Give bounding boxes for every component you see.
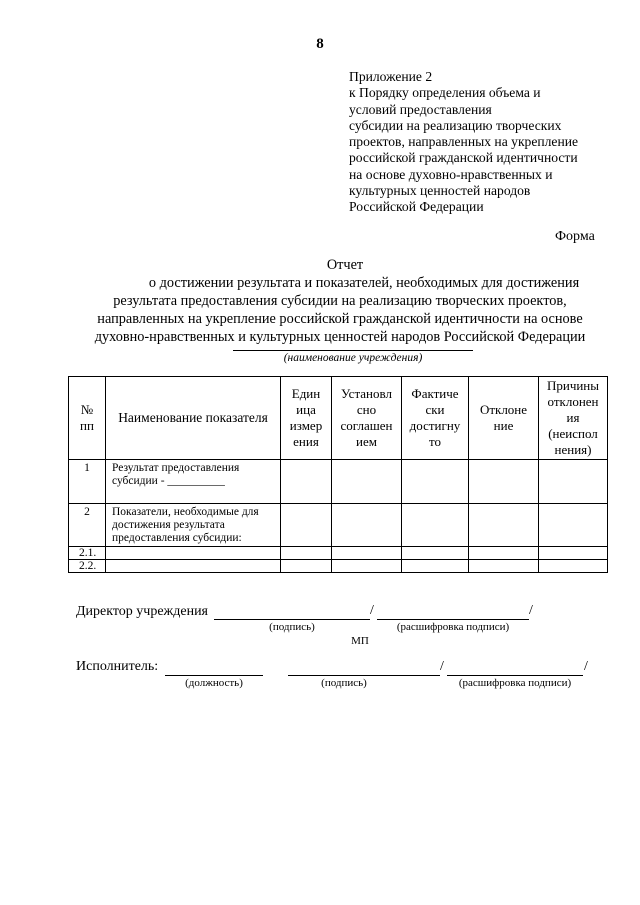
executor-signature-line[interactable] (288, 675, 440, 676)
table-header-row (69, 377, 608, 460)
cell-set[interactable] (332, 547, 402, 560)
title-line: направленных на укрепление российской гражданской идентичности на основе (97, 311, 583, 327)
director-label: Директор учреждения (76, 604, 208, 619)
separator-slash: / (370, 603, 374, 618)
director-signature-line[interactable] (214, 619, 370, 620)
header-num: № пп (69, 377, 106, 460)
title-line: результата предоставления субсидии на реализацию творческих проектов, (113, 293, 567, 309)
cell-deviation[interactable] (469, 504, 539, 547)
separator-slash: / (584, 659, 588, 674)
cell-unit[interactable] (281, 560, 332, 573)
table-row (69, 460, 608, 504)
cell-unit[interactable] (281, 460, 332, 504)
cell-deviation[interactable] (469, 560, 539, 573)
executor-decoding-line[interactable] (447, 675, 583, 676)
page-number: 8 (316, 36, 324, 52)
organization-name-line[interactable] (233, 350, 473, 351)
cell-reasons[interactable] (539, 460, 608, 504)
title-line: духовно-нравственных и культурных ценностей народов Российской Федерации (94, 329, 586, 345)
cell-actual[interactable] (402, 460, 469, 504)
director-signature-caption: (подпись) (269, 621, 315, 633)
row-indicator-name: Результат предоставления субсидии - __________ (106, 460, 281, 504)
cell-set[interactable] (332, 560, 402, 573)
cell-set[interactable] (332, 504, 402, 547)
separator-slash: / (529, 603, 533, 618)
title-line: о достижении результата и показателей, необходимых для достижения (148, 275, 580, 291)
cell-reasons[interactable] (539, 560, 608, 573)
row-indicator-name[interactable] (106, 560, 281, 573)
cell-unit[interactable] (281, 504, 332, 547)
appendix-line: субсидии на реализацию творческих (349, 117, 562, 133)
appendix-line: на основе духовно-нравственных и (349, 166, 553, 182)
appendix-block (349, 69, 619, 216)
header-unit: Един ица измер ения (281, 377, 332, 460)
director-decoding-line[interactable] (377, 619, 529, 620)
stamp-place: МП (351, 635, 369, 647)
executor-label: Исполнитель: (76, 659, 159, 674)
appendix-line: проектов, направленных на укрепление (349, 134, 579, 150)
executor-signature-caption: (подпись) (321, 677, 367, 689)
header-deviation: Отклоне ние (469, 377, 539, 460)
header-set-by-agreement: Установл сно соглашен ием (332, 377, 402, 460)
row-num: 2 (69, 504, 106, 547)
cell-reasons[interactable] (539, 504, 608, 547)
appendix-line: к Порядку определения объема и (349, 85, 541, 101)
cell-actual[interactable] (402, 504, 469, 547)
organization-name-caption: (наименование учреждения) (283, 352, 423, 364)
row-num: 2.1. (69, 547, 106, 560)
row-num: 2.2. (69, 560, 106, 573)
row-indicator-name: Показатели, необходимые для достижения результата предоставления субсидии: (106, 504, 281, 547)
form-label: Форма (555, 229, 595, 244)
header-deviation-reasons: Причины отклонен ия (неиспол нения) (539, 377, 608, 460)
cell-unit[interactable] (281, 547, 332, 560)
cell-set[interactable] (332, 460, 402, 504)
executor-decoding-caption: (расшифровка подписи) (458, 677, 572, 689)
appendix-line: российской гражданской идентичности (349, 150, 578, 166)
director-decoding-caption: (расшифровка подписи) (396, 621, 510, 633)
executor-position-caption: (должность) (185, 677, 243, 689)
separator-slash: / (440, 659, 444, 674)
row-num: 1 (69, 460, 106, 504)
appendix-line: Приложение 2 (349, 69, 433, 84)
cell-deviation[interactable] (469, 547, 539, 560)
report-table (68, 376, 608, 573)
executor-position-line[interactable] (165, 675, 263, 676)
row-indicator-name[interactable] (106, 547, 281, 560)
cell-actual[interactable] (402, 560, 469, 573)
appendix-line: условий предоставления (349, 101, 492, 117)
cell-deviation[interactable] (469, 460, 539, 504)
cell-actual[interactable] (402, 547, 469, 560)
table-row (69, 504, 608, 547)
title-heading: Отчет (326, 257, 364, 273)
cell-reasons[interactable] (539, 547, 608, 560)
appendix-line: Российской Федерации (349, 199, 484, 215)
appendix-line: культурных ценностей народов (349, 183, 531, 199)
table-row (69, 560, 608, 573)
table-row (69, 547, 608, 560)
header-indicator-name: Наименование показателя (106, 377, 281, 460)
report-title (60, 256, 640, 346)
header-actually-achieved: Фактиче ски достигну то (402, 377, 469, 460)
